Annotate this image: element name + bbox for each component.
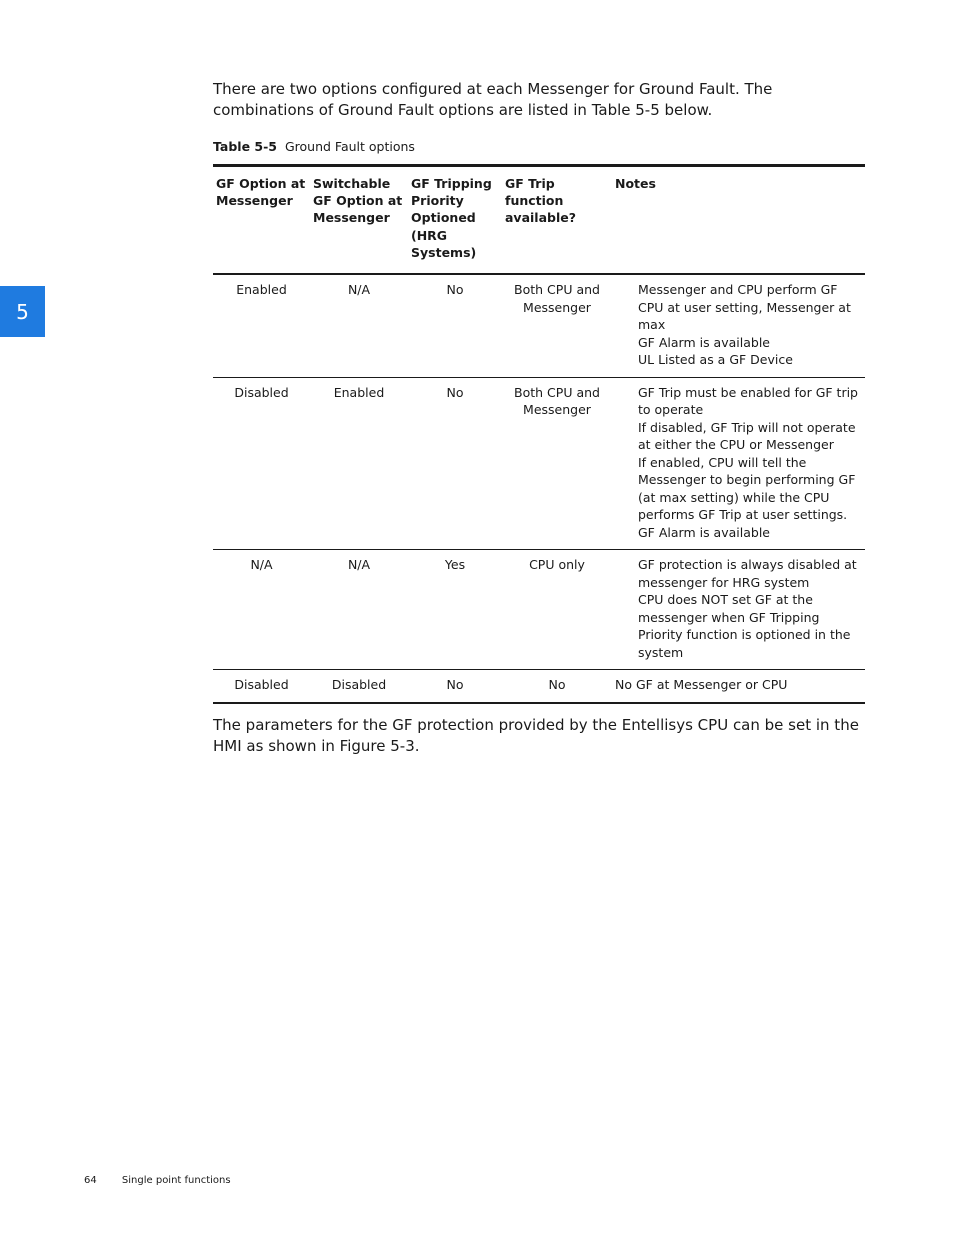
cell-tripping-priority: No <box>408 377 502 550</box>
cell-switchable: Disabled <box>310 670 408 703</box>
cell-trip-available: No <box>502 670 612 703</box>
note-line: No GF at Messenger or CPU <box>615 677 788 693</box>
cell-tripping-priority: No <box>408 670 502 703</box>
cell-switchable: N/A <box>310 274 408 377</box>
cell-tripping-priority: No <box>408 274 502 377</box>
cell-gf-option: N/A <box>213 550 310 670</box>
cell-notes <box>612 274 865 377</box>
cell-notes <box>612 550 865 670</box>
cell-tripping-priority: Yes <box>408 550 502 670</box>
cell-gf-option: Disabled <box>213 377 310 550</box>
cell-switchable: N/A <box>310 550 408 670</box>
table-caption <box>213 139 415 154</box>
cell-gf-option: Enabled <box>213 274 310 377</box>
intro-paragraph: There are two options configured at each Messenger for Ground Fault. The combinations of Ground Fault options are listed in Table 5-5 below. <box>213 80 773 119</box>
chapter-tab <box>0 286 45 337</box>
header-gf-tripping-priority: GF Tripping Priority Optioned (HRG Systems) <box>408 166 502 275</box>
page-footer <box>84 1175 231 1186</box>
header-gf-trip-available: GF Trip function available? <box>502 166 612 275</box>
note-line: CPU does NOT set GF at the messenger when GF Tripping Priority function is optioned in the system <box>638 592 851 660</box>
table-row <box>213 274 865 377</box>
note-line: If enabled, CPU will tell the Messenger to begin performing GF (at max setting) while the CPU performs GF Trip at user settings. <box>638 454 856 523</box>
table-header-row <box>213 166 865 275</box>
cell-trip-available: CPU only <box>502 550 612 670</box>
outro-paragraph: The parameters for the GF protection provided by the Entellisys CPU can be set in the HMI as shown in Figure 5-3. <box>213 716 859 755</box>
table-row <box>213 377 865 550</box>
cell-notes <box>612 670 865 703</box>
cell-switchable: Enabled <box>310 377 408 550</box>
header-gf-option: GF Option at Messenger <box>213 166 310 275</box>
table-row <box>213 670 865 703</box>
cell-trip-available: Both CPU and Messenger <box>502 377 612 550</box>
footer-section-title: Single point functions <box>121 1175 231 1186</box>
table-row <box>213 550 865 670</box>
header-notes: Notes <box>612 166 865 275</box>
cell-trip-available: Both CPU and Messenger <box>502 274 612 377</box>
cell-gf-option: Disabled <box>213 670 310 703</box>
table-caption-label: Table 5-5 <box>213 139 277 154</box>
note-line: GF Alarm is available <box>638 524 770 540</box>
page-number: 64 <box>84 1175 97 1186</box>
table-caption-title: Ground Fault options <box>284 139 415 154</box>
note-line: GF Trip must be enabled for GF trip to operate <box>638 384 858 418</box>
cell-notes <box>612 377 865 550</box>
note-line: UL Listed as a GF Device <box>638 352 793 368</box>
ground-fault-options-table <box>213 164 865 704</box>
note-line: GF Alarm is available <box>638 334 770 350</box>
header-switchable-gf: Switchable GF Option at Messenger <box>310 166 408 275</box>
note-line: Messenger and CPU perform GF CPU at user setting, Messenger at max <box>638 282 851 333</box>
note-line: If disabled, GF Trip will not operate at either the CPU or Messenger <box>638 419 856 453</box>
chapter-number: 5 <box>16 299 29 324</box>
note-line: GF protection is always disabled at messenger for HRG system <box>638 557 857 590</box>
ground-fault-table-container <box>213 164 865 704</box>
